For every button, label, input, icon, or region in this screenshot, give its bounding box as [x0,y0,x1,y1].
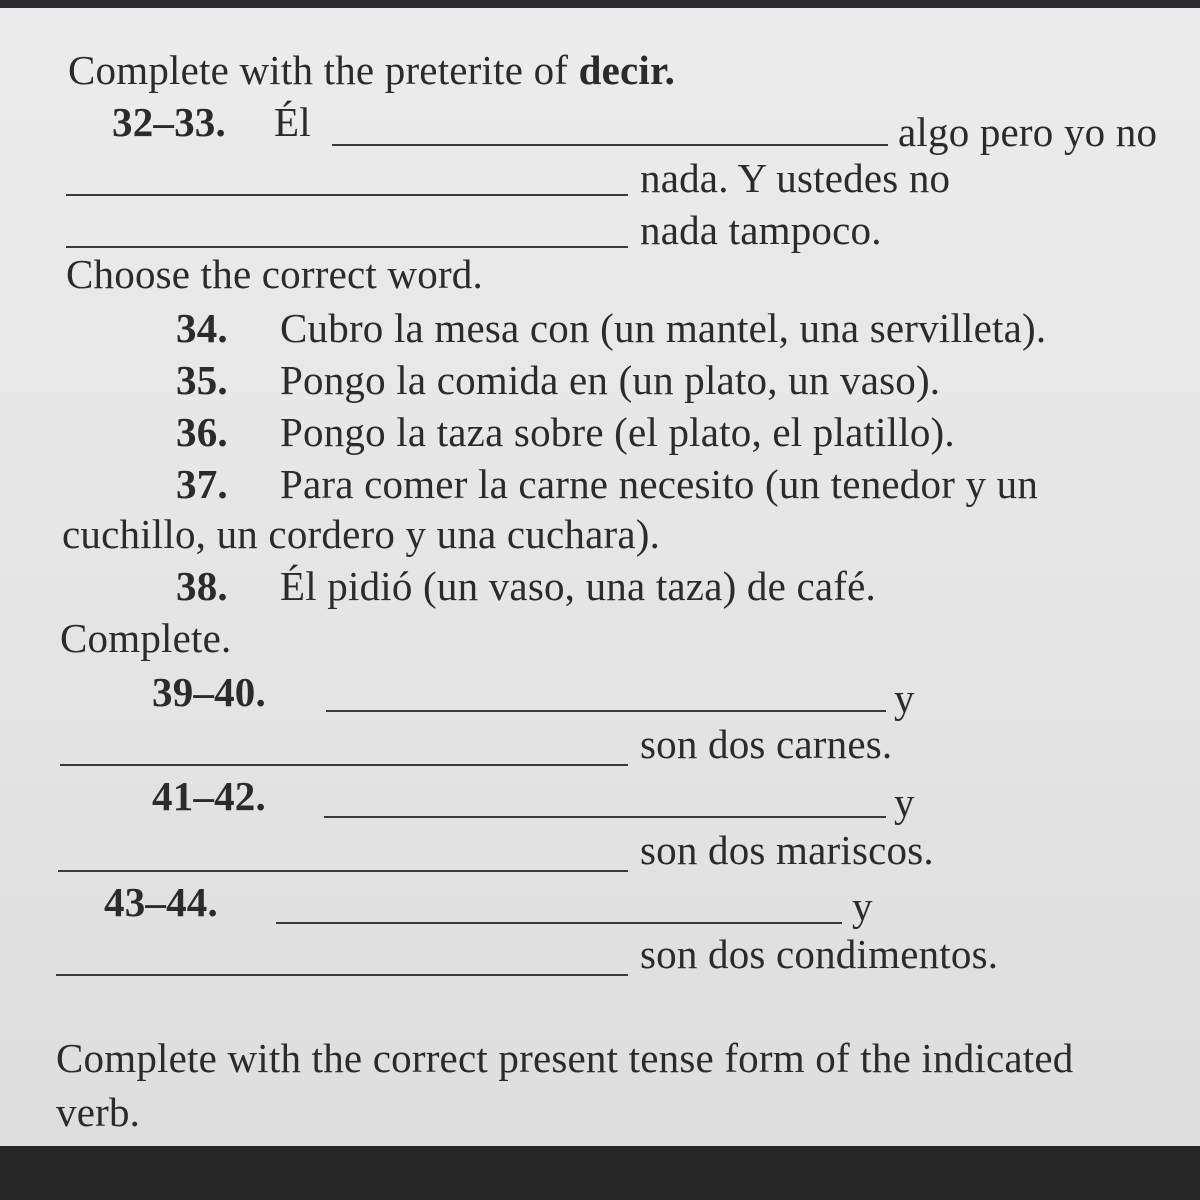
item-41-42-number: 41–42. [152,773,266,819]
section1-instruction: Complete with the preterite of decir. [68,47,676,93]
blank-44[interactable] [56,974,628,976]
item-32-33-text1: algo pero yo no [898,109,1158,155]
item-43-44-ending: son dos condimentos. [640,931,999,977]
section2-instruction: Choose the correct word. [66,251,483,297]
blank-43[interactable] [276,922,842,924]
item-32-33-number: 32–33. [112,99,226,145]
item-43-44-connector: y [852,883,873,929]
item-32-33-text3: nada tampoco. [640,207,882,253]
item-43-44-number: 43–44. [104,879,218,925]
item-34-text: Cubro la mesa con (un mantel, una servilleta). [280,305,1047,351]
item-36-number: 36. [176,409,228,455]
item-38-number: 38. [176,563,228,609]
item-36-text: Pongo la taza sobre (el plato, el platillo). [280,409,955,455]
item-41-42-ending: son dos mariscos. [640,827,934,873]
item-39-40-number: 39–40. [152,669,266,715]
item-35-number: 35. [176,357,228,403]
blank-42[interactable] [58,870,628,872]
item-37-number: 37. [176,461,228,507]
blank-32[interactable] [332,144,888,146]
item-34-number: 34. [176,305,228,351]
item-35-text: Pongo la comida en (un plato, un vaso). [280,357,941,403]
section1-verb: decir. [578,47,676,93]
item-38-text: Él pidió (un vaso, una taza) de café. [280,563,876,609]
item-39-40-connector: y [894,675,915,721]
item-32-33-text2: nada. Y ustedes no [640,155,951,201]
blank-39[interactable] [326,710,886,712]
blank-33b[interactable] [66,246,628,248]
item-37-text: Para comer la carne necesito (un tenedor y un [280,461,1039,507]
blank-41[interactable] [324,816,886,818]
item-32-33-start: Él [274,99,311,145]
item-41-42-connector: y [894,779,915,825]
item-37-continuation: cuchillo, un cordero y una cuchara). [62,511,661,557]
blank-33a[interactable] [66,194,628,196]
section4-instruction-line1: Complete with the correct present tense form of the indicated [56,1035,1074,1081]
worksheet-page [0,8,1200,1148]
item-39-40-ending: son dos carnes. [640,721,893,767]
blank-40[interactable] [60,764,628,766]
screen-bottom-bezel [0,1146,1200,1200]
section3-instruction: Complete. [60,615,232,661]
section4-instruction-line2: verb. [56,1089,141,1135]
